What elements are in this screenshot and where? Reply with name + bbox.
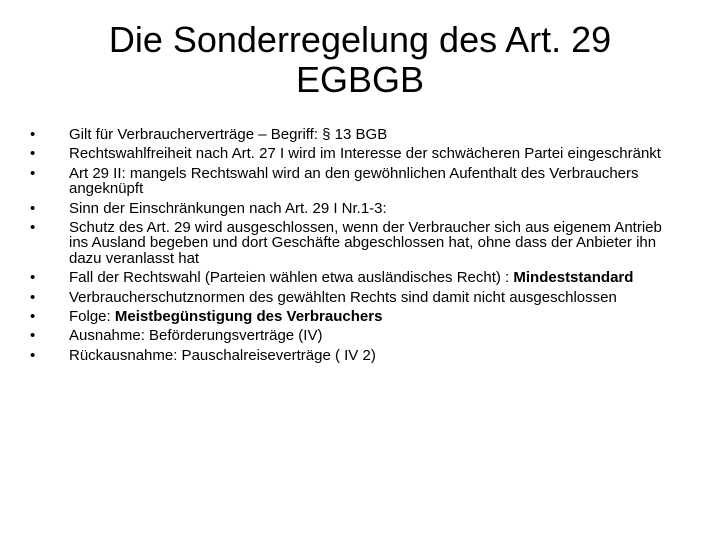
slide-title-line-2: EGBGB (295, 59, 425, 100)
bullet-item (30, 348, 680, 363)
bullet-text: Verbraucherschutznormen des gewählten Rechts sind damit nicht ausgeschlossen (69, 288, 617, 306)
slide-title (60, 20, 660, 100)
bullet-list (30, 127, 680, 367)
bullet-text: Gilt für Verbraucherverträge – Begriff: § 13 BGB (69, 126, 388, 143)
bullet-item (30, 127, 680, 142)
bullet-dot-icon: • (30, 199, 36, 217)
bullet-text: Folge: (69, 308, 115, 326)
bullet-text: Schutz des Art. 29 wird ausgeschlossen, wenn der Verbraucher sich aus eigenem Antrieb ins Ausland begeben und dort Geschäfte abgeschlossen hat, ohne dass der Anbieter ihn dazu veranlasst hat (69, 219, 662, 267)
bullet-text: Sinn der Einschränkungen nach Art. 29 I Nr.1-3: (69, 199, 387, 217)
bullet-dot-icon: • (30, 145, 36, 163)
bullet-item (30, 290, 680, 305)
bullet-dot-icon: • (30, 327, 36, 345)
bullet-item (30, 146, 680, 161)
bullet-item (30, 328, 680, 343)
bullet-item (30, 309, 680, 324)
bullet-item (30, 201, 680, 216)
bullet-dot-icon: • (30, 126, 36, 143)
bullet-text: Art 29 II: mangels Rechtswahl wird an den gewöhnlichen Aufenthalt des Verbrauchers angeknüpft (69, 164, 639, 198)
bullet-emphasis: Mindeststandard (513, 269, 634, 287)
bullet-item (30, 270, 680, 285)
slide-title-line-1: Die Sonderregelung des Art. 29 (108, 19, 612, 60)
bullet-dot-icon: • (30, 164, 36, 182)
bullet-item (30, 166, 680, 197)
bullet-dot-icon: • (30, 346, 36, 364)
bullet-dot-icon: • (30, 308, 36, 326)
bullet-dot-icon: • (30, 269, 36, 287)
bullet-text: Rechtswahlfreiheit nach Art. 27 I wird im Interesse der schwächeren Partei eingeschränkt (69, 145, 661, 163)
bullet-text: Ausnahme: Beförderungsverträge (IV) (69, 327, 323, 345)
bullet-text: Rückausnahme: Pauschalreiseverträge ( IV 2) (69, 346, 376, 364)
bullet-text: Fall der Rechtswahl (Parteien wählen etwa ausländisches Recht) : (69, 269, 514, 287)
bullet-emphasis: Meistbegünstigung des Verbrauchers (114, 308, 383, 326)
bullet-dot-icon: • (30, 288, 36, 306)
bullet-dot-icon: • (30, 219, 36, 237)
bullet-item (30, 220, 680, 266)
